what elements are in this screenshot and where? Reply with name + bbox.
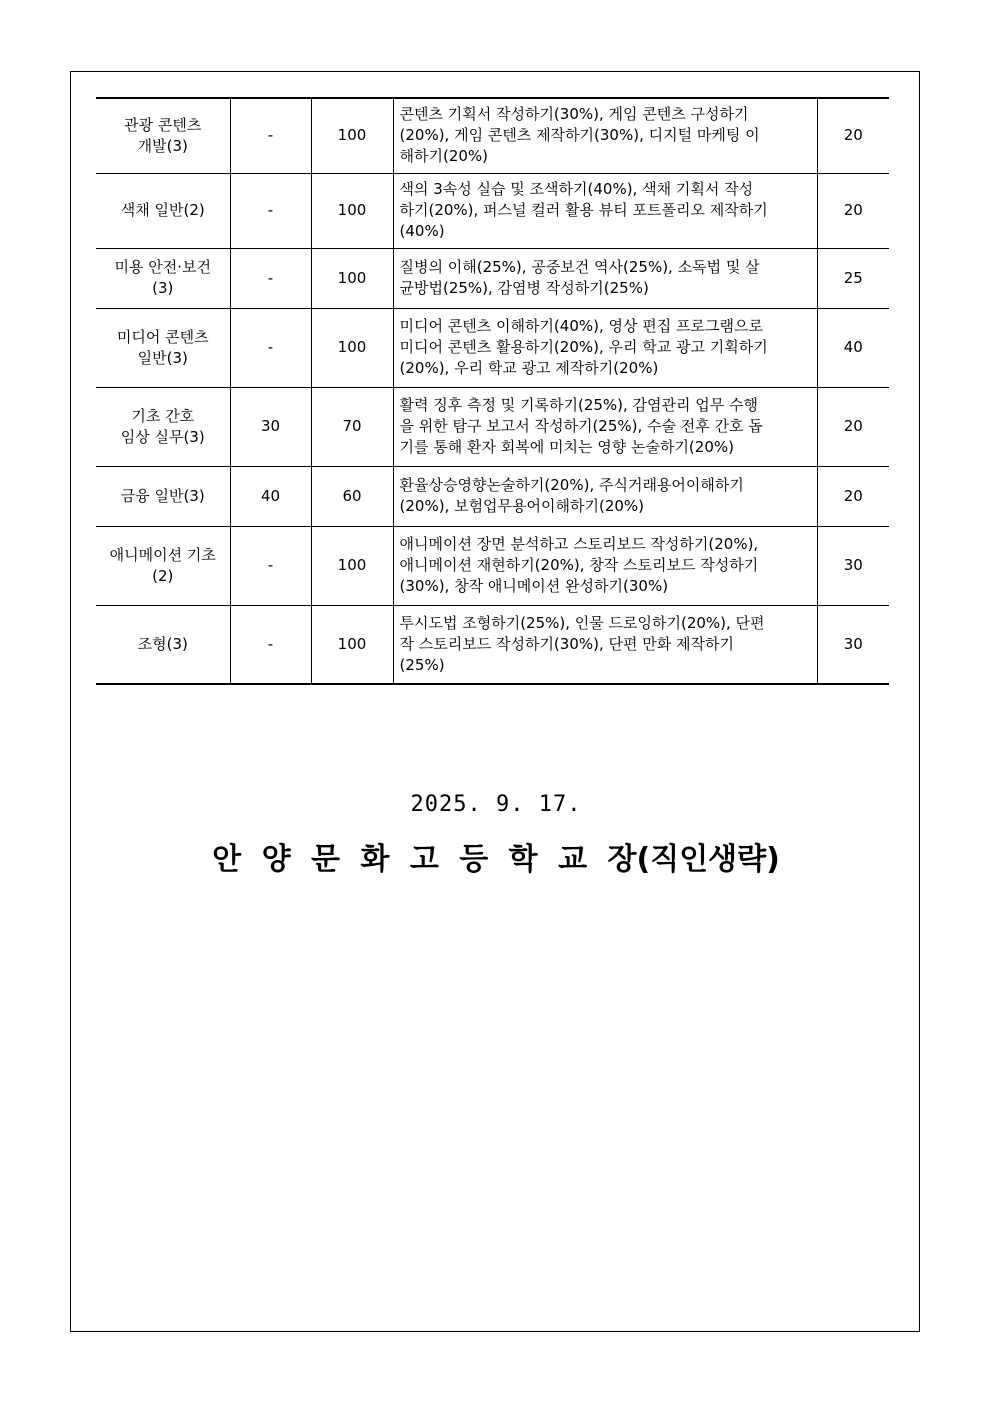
table-row bbox=[96, 173, 889, 248]
subject-cell bbox=[96, 308, 230, 387]
table-row bbox=[96, 248, 889, 308]
subject-line: 임상 실무(3) bbox=[120, 427, 205, 446]
description-line: 색의 3속성 실습 및 조색하기(40%), 색채 기획서 작성 bbox=[399, 180, 754, 198]
subject-line: 조형(3) bbox=[137, 634, 188, 653]
description-line: (25%) bbox=[399, 655, 445, 674]
subject-line: 개발(3) bbox=[137, 136, 188, 155]
description-line: 환율상승영향논술하기(20%), 주식거래용어이해하기 bbox=[399, 476, 744, 494]
description-line: 해하기(20%) bbox=[399, 147, 489, 166]
description-line: 콘텐츠 기획서 작성하기(30%), 게임 콘텐츠 구성하기 bbox=[399, 105, 749, 124]
description-line: 균방법(25%), 감염병 작성하기(25%) bbox=[399, 279, 649, 297]
table-row bbox=[96, 98, 889, 173]
description-line: 애니메이션 재현하기(20%), 창작 스토리보드 작성하기 bbox=[399, 556, 759, 574]
subject-cell bbox=[96, 466, 230, 526]
table-row bbox=[96, 526, 889, 605]
description-line: 기를 통해 환자 회복에 미치는 영향 논술하기(20%) bbox=[399, 438, 734, 456]
ratio-a-cell: - bbox=[230, 605, 311, 684]
subject-line: 미디어 콘텐츠 bbox=[116, 327, 209, 346]
description-line: 을 위한 탐구 보고서 작성하기(25%), 수술 전후 간호 돕 bbox=[399, 417, 763, 435]
score-cell: 40 bbox=[817, 308, 889, 387]
description-line: 미디어 콘텐츠 이해하기(40%), 영상 편집 프로그램으로 bbox=[399, 317, 763, 335]
subject-line: 미용 안전·보건 bbox=[114, 258, 211, 276]
subject-line: 색채 일반(2) bbox=[120, 201, 205, 219]
score-cell: 25 bbox=[817, 248, 889, 308]
ratio-b-cell: 70 bbox=[311, 387, 393, 466]
document-date: 2025. 9. 17. bbox=[410, 792, 582, 817]
description-line: 작 스토리보드 작성하기(30%), 단편 만화 제작하기 bbox=[399, 634, 734, 653]
table-row bbox=[96, 466, 889, 526]
description-line: (30%), 창작 애니메이션 완성하기(30%) bbox=[399, 577, 669, 595]
description-line: 질병의 이해(25%), 공중보건 역사(25%), 소독법 및 살 bbox=[399, 258, 760, 276]
description-cell bbox=[393, 308, 817, 387]
ratio-a-cell: - bbox=[230, 526, 311, 605]
evaluation-table bbox=[96, 97, 889, 685]
subject-line: (2) bbox=[152, 566, 174, 585]
ratio-a-cell: - bbox=[230, 248, 311, 308]
description-line: (20%), 우리 학교 광고 제작하기(20%) bbox=[399, 359, 659, 377]
ratio-b-cell: 100 bbox=[311, 526, 393, 605]
ratio-b-cell: 100 bbox=[311, 605, 393, 684]
description-cell bbox=[393, 248, 817, 308]
ratio-b-cell: 60 bbox=[311, 466, 393, 526]
score-cell: 20 bbox=[817, 173, 889, 248]
subject-cell bbox=[96, 248, 230, 308]
subject-line: 금융 일반(3) bbox=[120, 486, 205, 505]
subject-cell bbox=[96, 173, 230, 248]
description-cell bbox=[393, 605, 817, 684]
description-cell bbox=[393, 466, 817, 526]
description-line: (40%) bbox=[399, 222, 445, 240]
ratio-b-cell: 100 bbox=[311, 308, 393, 387]
description-line: (20%), 게임 콘텐츠 제작하기(30%), 디지털 마케팅 이 bbox=[399, 126, 760, 145]
score-cell: 30 bbox=[817, 605, 889, 684]
subject-line: 애니메이션 기초 bbox=[109, 545, 216, 564]
subject-cell bbox=[96, 98, 230, 173]
subject-cell bbox=[96, 387, 230, 466]
ratio-b-cell: 100 bbox=[311, 248, 393, 308]
score-cell: 20 bbox=[817, 466, 889, 526]
description-cell bbox=[393, 98, 817, 173]
score-cell: 20 bbox=[817, 98, 889, 173]
ratio-a-cell: - bbox=[230, 173, 311, 248]
ratio-b-cell: 100 bbox=[311, 98, 393, 173]
subject-cell bbox=[96, 605, 230, 684]
principal-signature: 안 양 문 화 고 등 학 교 장(직인생략) bbox=[212, 842, 780, 877]
description-line: 미디어 콘텐츠 활용하기(20%), 우리 학교 광고 기획하기 bbox=[399, 338, 768, 356]
subject-line: (3) bbox=[152, 279, 174, 297]
description-cell bbox=[393, 173, 817, 248]
subject-cell bbox=[96, 526, 230, 605]
description-cell bbox=[393, 526, 817, 605]
ratio-a-cell: 40 bbox=[230, 466, 311, 526]
score-cell: 20 bbox=[817, 387, 889, 466]
description-cell bbox=[393, 387, 817, 466]
table-row bbox=[96, 387, 889, 466]
score-cell: 30 bbox=[817, 526, 889, 605]
description-line: 활력 징후 측정 및 기록하기(25%), 감염관리 업무 수행 bbox=[399, 396, 759, 414]
description-line: (20%), 보험업무용어이해하기(20%) bbox=[399, 497, 645, 515]
description-line: 하기(20%), 퍼스널 컬러 활용 뷰티 포트폴리오 제작하기 bbox=[399, 201, 768, 219]
table-row bbox=[96, 308, 889, 387]
subject-line: 기초 간호 bbox=[131, 406, 195, 425]
table-row bbox=[96, 605, 889, 684]
subject-line: 관광 콘텐츠 bbox=[124, 115, 202, 134]
ratio-b-cell: 100 bbox=[311, 173, 393, 248]
ratio-a-cell: 30 bbox=[230, 387, 311, 466]
description-line: 애니메이션 장면 분석하고 스토리보드 작성하기(20%), bbox=[399, 535, 759, 553]
subject-line: 일반(3) bbox=[137, 348, 188, 367]
ratio-a-cell: - bbox=[230, 98, 311, 173]
ratio-a-cell: - bbox=[230, 308, 311, 387]
description-line: 투시도법 조형하기(25%), 인물 드로잉하기(20%), 단편 bbox=[399, 613, 765, 632]
